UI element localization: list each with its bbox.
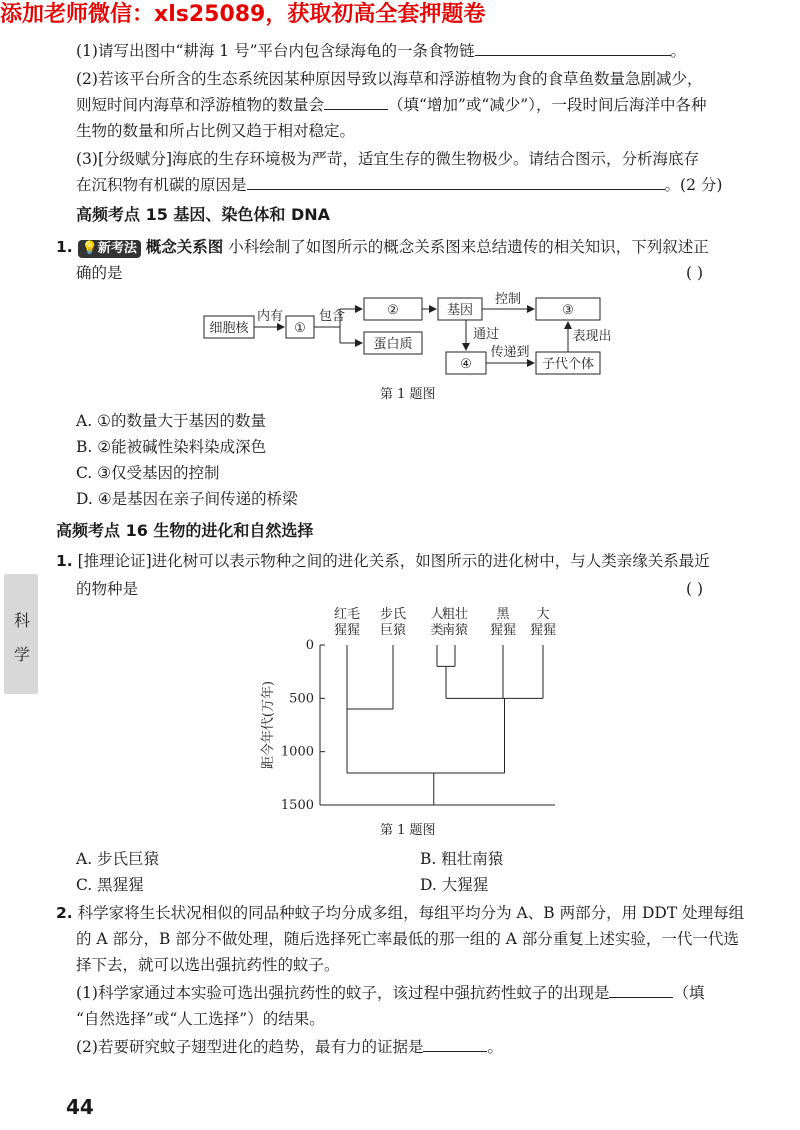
species-label: 粗壮南猿 xyxy=(441,607,469,638)
side-tab-char-1: 科 xyxy=(13,611,30,630)
label-offspring: 子代个体 xyxy=(541,357,595,372)
s15-option-c[interactable]: C. ③仅受基因的控制 xyxy=(76,464,220,482)
s16-question-number: 1. xyxy=(56,552,73,570)
subject-side-tab xyxy=(4,574,38,694)
s16-stem-1: 进化树可以表示物种之间的进化关系，如图所示的进化树中，与人类亲缘关系最近 xyxy=(151,552,710,570)
label-node1: ① xyxy=(294,321,306,336)
s16-stem-2: 的物种是 xyxy=(76,580,139,598)
s16-q2-sub1-line2: “自然选择”或“人工选择”）的结果。 xyxy=(76,1010,325,1028)
s16-question-1-line1 xyxy=(56,550,710,572)
badge-label: 新考法 xyxy=(97,241,137,256)
reasoning-tag: [推理论证] xyxy=(77,552,152,570)
y-tick-label: 1000 xyxy=(280,744,314,760)
section-15-title: 高频考点 15 基因、染色体和 DNA xyxy=(76,205,331,224)
question-3-text-b: 。(2 分) xyxy=(664,176,723,194)
concept-map-diagram xyxy=(190,290,620,382)
label-gene: 基因 xyxy=(446,303,474,318)
label-contains: 内有 xyxy=(256,309,284,324)
question-2-line3: 生物的数量和所占比例又趋于相对稳定。 xyxy=(76,122,356,140)
label-include: 包含 xyxy=(318,309,346,324)
page-number: 44 xyxy=(66,1095,94,1119)
s15-option-a[interactable]: A. ①的数量大于基因的数量 xyxy=(76,412,266,430)
species-label: 红毛猩猩 xyxy=(333,607,361,638)
s15-option-b[interactable]: B. ②能被碱性染料染成深色 xyxy=(76,438,267,456)
s15-stem-1: 小科绘制了如图所示的概念关系图来总结遗传的相关知识，下列叙述正 xyxy=(228,238,709,256)
question-3-line1: (3)[分级赋分]海底的生存环境极为严苛，适宜生存的微生物极少。请结合图示，分析海底存 xyxy=(76,150,700,168)
promo-banner: 添加老师微信：xls25089，获取初高全套押题卷 xyxy=(0,2,486,27)
s16-answer-paren[interactable]: ( ) xyxy=(686,580,704,598)
label-node3: ③ xyxy=(562,303,574,318)
s16-q2-sub2 xyxy=(76,1036,503,1058)
label-pass: 传递到 xyxy=(490,345,530,360)
s16-question-2-line1 xyxy=(56,902,744,924)
s16-q2-sub2-text-b: 。 xyxy=(487,1038,503,1056)
label-node4: ④ xyxy=(460,357,472,372)
s16-option-a[interactable]: A. 步氏巨猿 xyxy=(76,850,160,868)
y-axis-label: 距今年代(万年) xyxy=(261,680,276,770)
label-control: 控制 xyxy=(494,292,522,307)
concept-map-tag: 概念关系图 xyxy=(145,238,224,256)
label-through: 通过 xyxy=(472,327,500,342)
species-label: 大猩猩 xyxy=(529,607,557,638)
s16-figure-caption: 第 1 题图 xyxy=(380,823,436,838)
question-3-line2 xyxy=(76,174,722,196)
s16-option-d[interactable]: D. 大猩猩 xyxy=(420,876,489,894)
question-1-text: (1)请写出图中“耕海 1 号”平台内包含绿海龟的一条食物链 xyxy=(76,42,475,60)
s16-q2-sub1-line1 xyxy=(76,982,704,1004)
s15-stem-2: 确的是 xyxy=(76,264,123,282)
species-label: 步氏巨猿 xyxy=(379,607,407,638)
answer-blank-1[interactable] xyxy=(475,41,671,56)
y-tick-label: 500 xyxy=(289,691,314,707)
question-3-text-a: 在沉积物有机碳的原因是 xyxy=(76,176,247,194)
s15-question-number: 1. xyxy=(56,238,73,256)
s16-q2-sub1-text-a: (1)科学家通过本实验可选出强抗药性的蚊子，该过程中强抗药性蚊子的出现是 xyxy=(76,984,610,1002)
label-node2: ② xyxy=(387,303,399,318)
s15-figure-caption: 第 1 题图 xyxy=(380,387,436,402)
question-2-line2 xyxy=(76,94,706,116)
section-16-title: 高频考点 16 生物的进化和自然选择 xyxy=(56,521,314,540)
evolution-tree-chart xyxy=(250,600,570,820)
question-1-end: 。 xyxy=(670,42,687,60)
answer-blank-2[interactable] xyxy=(324,95,388,110)
s16-q2-text-3: 择下去，就可以选出强抗药性的蚊子。 xyxy=(76,956,340,974)
s15-option-d[interactable]: D. ④是基因在亲子间传递的桥梁 xyxy=(76,490,298,508)
side-tab-char-2: 学 xyxy=(13,645,30,664)
s16-q2-text-1: 科学家将生长状况相似的同品种蚊子均分成多组，每组平均分为 A、B 两部分，用 DDT 处理每组 xyxy=(77,904,745,922)
y-tick-label: 0 xyxy=(305,638,314,653)
question-2-text-b: （填“增加”或“减少”），一段时间后海洋中各种 xyxy=(388,96,707,114)
s16-q2-sub1-text-b: （填 xyxy=(673,984,705,1002)
s16-q2-text-2: 的 A 部分，B 部分不做处理，随后选择死亡率最低的那一组的 A 部分重复上述实验，一代一代选 xyxy=(76,930,739,948)
label-express: 表现出 xyxy=(572,329,612,344)
s15-question-1-line1 xyxy=(56,236,709,258)
label-protein: 蛋白质 xyxy=(373,337,413,352)
s15-answer-paren[interactable]: ( ) xyxy=(686,264,704,282)
question-2-line1: (2)若该平台所含的生态系统因某种原因导致以海草和浮游植物为食的食草鱼数量急剧减少， xyxy=(76,70,703,88)
species-label: 人类 xyxy=(430,607,444,638)
species-label: 黑猩猩 xyxy=(489,607,517,638)
question-1 xyxy=(76,40,686,62)
answer-blank-5[interactable] xyxy=(423,1037,487,1052)
question-2-text-a: 则短时间内海草和浮游植物的数量会 xyxy=(76,96,325,114)
new-method-badge: 💡新考法 xyxy=(78,240,141,258)
answer-blank-4[interactable] xyxy=(609,983,673,998)
answer-blank-3[interactable] xyxy=(247,175,665,190)
s16-q2-sub2-text-a: (2)若要研究蚊子翅型进化的趋势，最有力的证据是 xyxy=(76,1038,424,1056)
y-tick-label: 1500 xyxy=(280,798,314,813)
s16-question-2-number: 2. xyxy=(56,904,73,922)
label-cell-nucleus: 细胞核 xyxy=(209,321,249,336)
s16-option-b[interactable]: B. 粗壮南猿 xyxy=(420,850,504,868)
s16-option-c[interactable]: C. 黑猩猩 xyxy=(76,876,144,894)
